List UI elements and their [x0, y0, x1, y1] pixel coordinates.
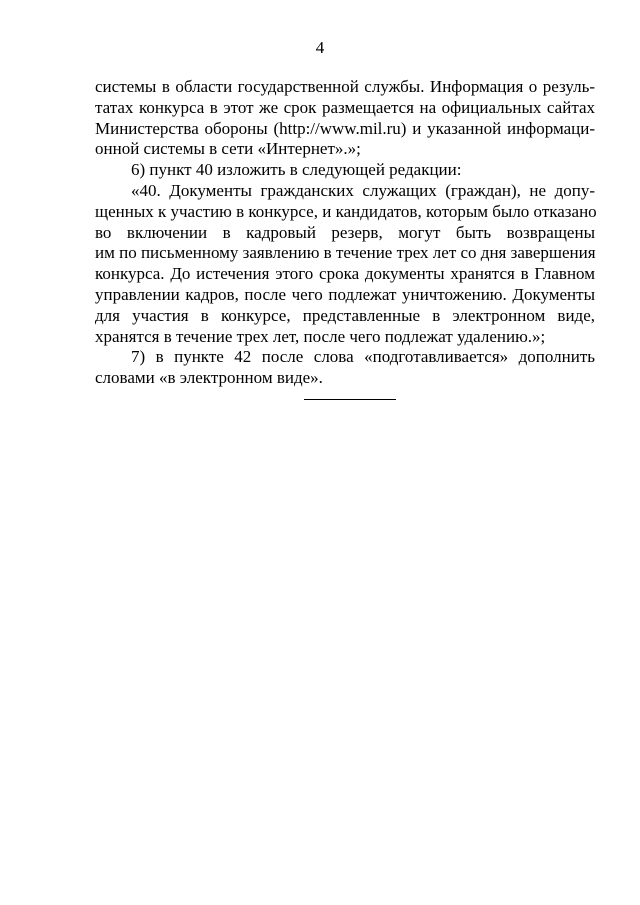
text-line-10: конкурса. До истечения этого срока документы хранятся в Главном: [95, 264, 595, 283]
text-line-3: Министерства обороны (http://www.mil.ru) и указанной информаци-: [95, 119, 595, 138]
text-line-14: 7) в пункте 42 после слова «подготавливается» дополнить: [131, 347, 595, 366]
text-line-9: им по письменному заявлению в течение трех лет со дня завершения: [95, 243, 596, 262]
text-line-5: 6) пункт 40 изложить в следующей редакции:: [131, 160, 462, 179]
text-line-15: словами «в электронном виде».: [95, 368, 323, 387]
text-line-4: онной системы в сети «Интернет».»;: [95, 139, 361, 158]
text-line-7: щенных к участию в конкурсе, и кандидатов, которым было отказано: [95, 202, 597, 221]
text-line-2: татах конкурса в этот же срок размещается на официальных сайтах: [95, 98, 595, 117]
text-line-8: во включении в кадровый резерв, могут быть возвращены: [95, 223, 595, 242]
text-line-12: для участия в конкурсе, представленные в электронном виде,: [95, 306, 595, 325]
text-line-11: управлении кадров, после чего подлежат уничтожению. Документы: [95, 285, 595, 304]
end-separator-line: [304, 399, 396, 400]
text-line-6: «40. Документы гражданских служащих (граждан), не допу-: [131, 181, 595, 200]
page-number: 4: [315, 38, 325, 57]
text-line-13: хранятся в течение трех лет, после чего подлежат удалению.»;: [95, 327, 546, 346]
text-line-1: системы в области государственной службы. Информация о резуль-: [95, 77, 595, 96]
